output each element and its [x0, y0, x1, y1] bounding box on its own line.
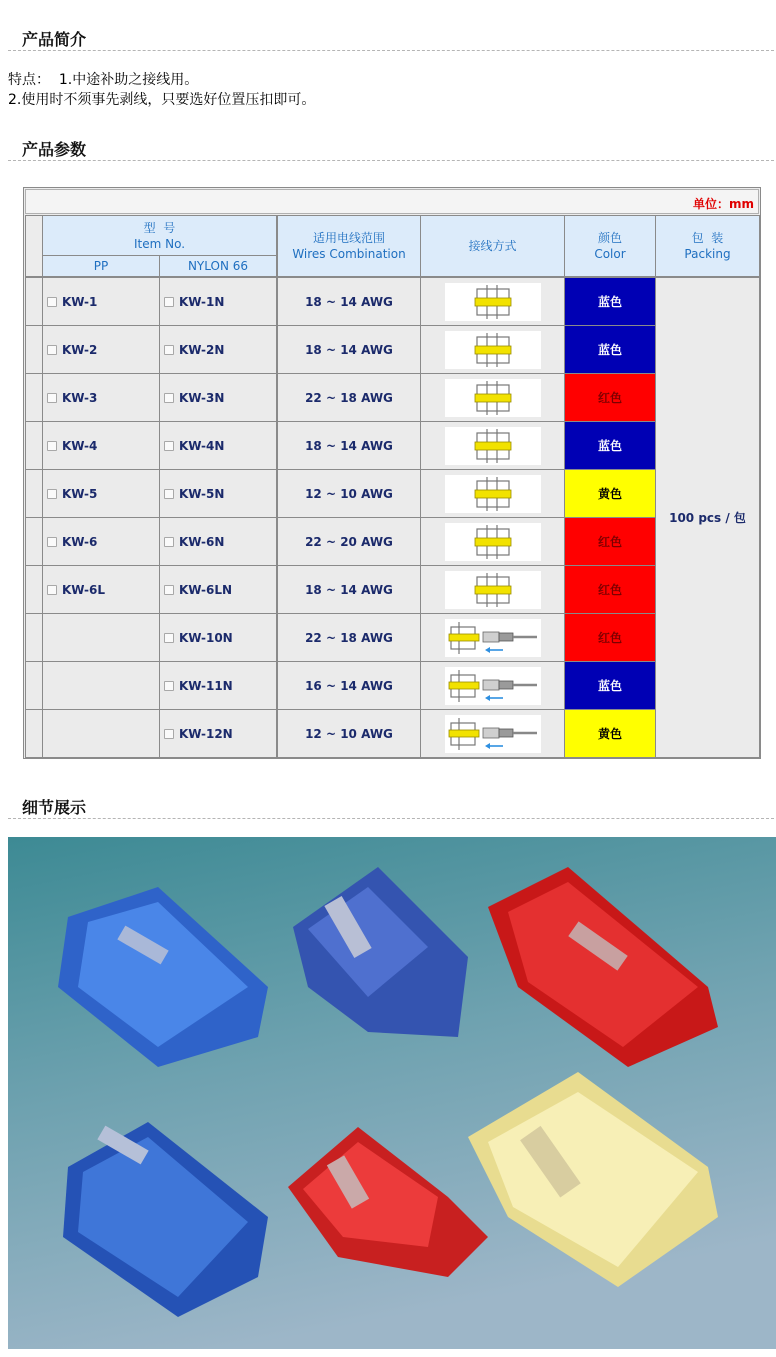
header-wires-en: Wires Combination [292, 247, 406, 261]
nylon-item-label: KW-3N [179, 390, 225, 405]
detail-divider [8, 818, 774, 819]
pp-item-cell [42, 661, 160, 710]
nylon-checkbox[interactable] [164, 633, 174, 643]
row-spacer [25, 421, 43, 470]
color-cell: 蓝色 [564, 277, 656, 326]
row-spacer [25, 709, 43, 758]
wiring-method-cell [420, 565, 565, 614]
nylon-item-cell [159, 565, 277, 614]
row-spacer [25, 373, 43, 422]
header-item-cn: 型 号 [143, 220, 176, 235]
row-spacer [25, 517, 43, 566]
wiring-diagram-icon [445, 667, 541, 705]
detail-section-title: 细节展示 [22, 798, 87, 817]
wiring-method-cell [420, 613, 565, 662]
pp-checkbox[interactable] [47, 537, 57, 547]
spec-table [23, 187, 761, 759]
intro-line-2: 2.使用时不须事先剥线，只要选好位置压扣即可。 [8, 92, 316, 108]
nylon-checkbox[interactable] [164, 297, 174, 307]
pp-item-cell [42, 565, 160, 614]
row-spacer [25, 325, 43, 374]
wiring-diagram-icon [445, 283, 541, 321]
header-packing [655, 215, 760, 277]
row-spacer [25, 469, 43, 518]
pp-item-label: KW-6 [62, 534, 98, 549]
header-wires [277, 215, 421, 277]
wire-range-cell: 16 ~ 14 AWG [277, 661, 421, 710]
product-photo-illustration [8, 837, 776, 1349]
wiring-method-cell [420, 373, 565, 422]
params-section-title: 产品参数 [22, 140, 87, 159]
wire-range-cell: 22 ~ 18 AWG [277, 373, 421, 422]
pp-checkbox[interactable] [47, 489, 57, 499]
nylon-checkbox[interactable] [164, 585, 174, 595]
nylon-item-cell [159, 517, 277, 566]
nylon-item-label: KW-6N [179, 534, 225, 549]
row-spacer [25, 613, 43, 662]
header-color-cn: 颜色 [597, 231, 622, 245]
header-item-no [42, 215, 277, 256]
wiring-diagram-icon [445, 619, 541, 657]
wire-range-cell: 12 ~ 10 AWG [277, 469, 421, 518]
pp-item-cell [42, 613, 160, 662]
pp-item-cell [42, 373, 160, 422]
wire-range-cell: 18 ~ 14 AWG [277, 325, 421, 374]
color-cell: 红色 [564, 613, 656, 662]
header-pack-en: Packing [684, 247, 731, 261]
color-cell: 黄色 [564, 709, 656, 758]
unit-label: 单位：mm [692, 197, 754, 211]
product-photo [8, 837, 776, 1349]
wiring-diagram-icon [445, 523, 541, 561]
wiring-diagram-icon [445, 379, 541, 417]
wiring-diagram-icon [445, 427, 541, 465]
pp-item-cell [42, 421, 160, 470]
nylon-item-label: KW-5N [179, 486, 225, 501]
color-cell: 红色 [564, 565, 656, 614]
nylon-item-cell [159, 277, 277, 326]
header-spacer [25, 215, 43, 277]
wire-range-cell: 18 ~ 14 AWG [277, 421, 421, 470]
nylon-checkbox[interactable] [164, 537, 174, 547]
nylon-item-label: KW-6LN [179, 582, 233, 597]
nylon-item-label: KW-12N [179, 726, 233, 741]
nylon-checkbox[interactable] [164, 681, 174, 691]
intro-line-1: 特点： 1.中途补助之接线用。 [8, 72, 199, 88]
header-color-en: Color [594, 247, 626, 261]
nylon-item-label: KW-2N [179, 342, 225, 357]
wiring-diagram-icon [445, 475, 541, 513]
nylon-item-label: KW-1N [179, 294, 225, 309]
nylon-item-cell [159, 661, 277, 710]
pp-item-cell [42, 517, 160, 566]
nylon-item-label: KW-4N [179, 438, 225, 453]
wiring-method-cell [420, 517, 565, 566]
pp-item-label: KW-6L [62, 582, 105, 597]
header-pack-cn: 包 装 [691, 231, 724, 245]
packing-cell: 100 pcs / 包 [655, 277, 760, 758]
nylon-checkbox[interactable] [164, 345, 174, 355]
unit-bar [25, 189, 759, 214]
row-spacer [25, 565, 43, 614]
nylon-checkbox[interactable] [164, 729, 174, 739]
wiring-diagram-icon [445, 715, 541, 753]
wire-range-cell: 18 ~ 14 AWG [277, 277, 421, 326]
header-nylon: NYLON 66 [159, 255, 277, 277]
intro-divider [8, 50, 774, 51]
header-pp: PP [42, 255, 160, 277]
intro-text [8, 70, 315, 110]
wiring-method-cell [420, 325, 565, 374]
row-spacer [25, 661, 43, 710]
pp-item-label: KW-4 [62, 438, 98, 453]
header-color [564, 215, 656, 277]
nylon-checkbox[interactable] [164, 489, 174, 499]
params-divider [8, 160, 774, 161]
wiring-method-cell [420, 277, 565, 326]
wiring-method-cell [420, 709, 565, 758]
nylon-item-cell [159, 469, 277, 518]
pp-item-cell [42, 325, 160, 374]
color-cell: 红色 [564, 373, 656, 422]
pp-checkbox[interactable] [47, 585, 57, 595]
wiring-method-cell [420, 421, 565, 470]
nylon-item-cell [159, 421, 277, 470]
nylon-item-cell [159, 373, 277, 422]
color-cell: 蓝色 [564, 661, 656, 710]
row-spacer [25, 277, 43, 326]
pp-checkbox[interactable] [47, 441, 57, 451]
pp-item-cell [42, 469, 160, 518]
pp-checkbox[interactable] [47, 393, 57, 403]
nylon-checkbox[interactable] [164, 441, 174, 451]
wiring-diagram-icon [445, 571, 541, 609]
color-cell: 黄色 [564, 469, 656, 518]
nylon-item-cell [159, 709, 277, 758]
nylon-checkbox[interactable] [164, 393, 174, 403]
nylon-item-label: KW-10N [179, 630, 233, 645]
wiring-diagram-icon [445, 331, 541, 369]
wire-range-cell: 18 ~ 14 AWG [277, 565, 421, 614]
nylon-item-label: KW-11N [179, 678, 233, 693]
header-wires-cn: 适用电线范围 [312, 231, 385, 245]
pp-item-cell [42, 277, 160, 326]
pp-checkbox[interactable] [47, 297, 57, 307]
header-item-en: Item No. [133, 236, 186, 251]
nylon-item-cell [159, 325, 277, 374]
wiring-method-cell [420, 661, 565, 710]
pp-item-label: KW-1 [62, 294, 98, 309]
wire-range-cell: 22 ~ 18 AWG [277, 613, 421, 662]
wire-range-cell: 12 ~ 10 AWG [277, 709, 421, 758]
color-cell: 蓝色 [564, 325, 656, 374]
header-method: 接线方式 [420, 215, 565, 277]
color-cell: 蓝色 [564, 421, 656, 470]
color-cell: 红色 [564, 517, 656, 566]
pp-item-label: KW-5 [62, 486, 98, 501]
pp-item-label: KW-3 [62, 390, 98, 405]
pp-item-label: KW-2 [62, 342, 98, 357]
pp-item-cell [42, 709, 160, 758]
wiring-method-cell [420, 469, 565, 518]
intro-section-title: 产品简介 [22, 30, 87, 49]
nylon-item-cell [159, 613, 277, 662]
pp-checkbox[interactable] [47, 345, 57, 355]
wire-range-cell: 22 ~ 20 AWG [277, 517, 421, 566]
